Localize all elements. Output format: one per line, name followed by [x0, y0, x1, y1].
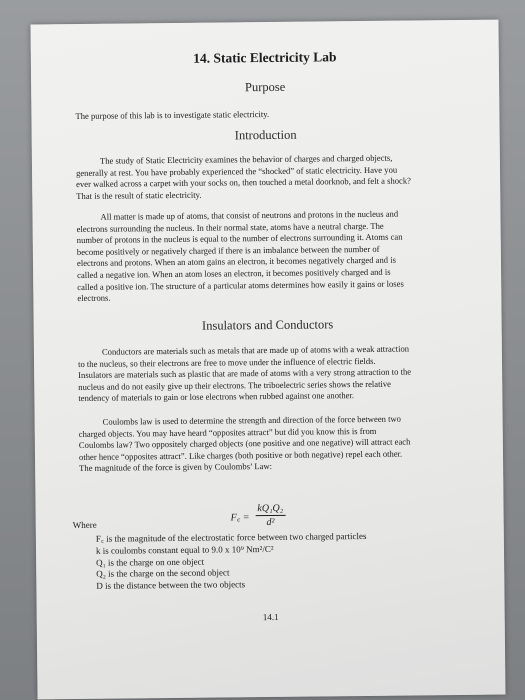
text-line: generally at rest. You have probably experienced the “shocked” of static electricity. Have you [75, 164, 398, 178]
purpose-paragraph [75, 107, 461, 123]
formula-lhs: F꜀ = [230, 511, 250, 523]
text-line: other hence “opposites attract”. Like charges (both positive or both negative) repel each other. [78, 448, 403, 462]
intro-paragraph-2 [76, 208, 463, 305]
page-title: 14. Static Electricity Lab [193, 49, 337, 66]
text-line: electrons surrounding the nucleus. In their normal state, atoms have a neutral charge. The [76, 220, 384, 234]
text-line: called a positive ion. The structure of a particular atoms determines how easily it gains or loses [77, 278, 404, 292]
intro-paragraph-1 [76, 152, 462, 202]
text-line: electrons. [77, 292, 111, 304]
definition-item: Q₂ is the charge on the second object [96, 567, 230, 580]
formula-numerator: kQ₁Q₂ [255, 503, 285, 516]
document-page [30, 20, 505, 700]
formula-denominator: d² [266, 516, 275, 529]
definition-item: Q₁ is the charge on one object [96, 556, 205, 568]
text-line: Insulators are materials such as plastic that are made of atoms with a very strong attraction to the [78, 366, 412, 381]
text-line: ever walked across a carpet with your socks on, then touched a metal doorknob, and felt a shock? [76, 175, 412, 190]
text-line: The study of Static Electricity examines the behavior of charges and charged objects, [99, 152, 393, 166]
insulators-paragraph-2 [79, 413, 466, 475]
heading-introduction: Introduction [234, 127, 297, 143]
text-line: All matter is made up of atoms, that consist of neutrons and protons in the nucleus and [100, 208, 399, 222]
text-line: electrons and protons. When an atom gains an electron, it becomes negatively charged and is [76, 255, 397, 269]
heading-insulators-conductors: Insulators and Conductors [201, 317, 334, 333]
coulombs-law-formula [231, 503, 286, 529]
text-line: tendency of materials to gain or lose electrons when rubbed against one another. [78, 390, 355, 404]
text-line: number of protons in the nucleus is equal to the number of electrons surrounding it. Atoms can [76, 231, 403, 246]
text-line: charged objects. You may have heard “opposites attract” but did you know this is from [78, 425, 377, 439]
text-line: become positively or negatively charged if there is an imbalance between the number of [76, 243, 380, 257]
text-line: Coulombs law is used to determine the strength and direction of the force between two [102, 413, 402, 427]
text-line: to the nucleus, so their electrons are free to move under the influence of electric fields. [77, 355, 376, 369]
definition-item: F꜀ is the magnitude of the electrostatic force between two charged particles [95, 530, 367, 544]
where-label: Where [72, 519, 97, 531]
variable-definitions [96, 530, 477, 593]
text-line: nucleus and do not easily give up their electrons. The triboelectric series shows the relative [78, 378, 392, 392]
insulators-paragraph-1 [78, 343, 465, 405]
text-line: That is the result of static electricity. [76, 189, 202, 201]
text-line: Conductors are materials such as metals that are made up of atoms with a weak attraction [101, 343, 410, 357]
formula-fraction [255, 503, 285, 528]
text-line: The purpose of this lab is to investigate static electricity. [75, 108, 270, 122]
text-line: called a negative ion. When an atom loses an electron, it becomes positively charged and is [77, 266, 391, 280]
definition-item: D is the distance between the two objects [96, 579, 246, 591]
heading-purpose: Purpose [244, 79, 286, 95]
page-number: 14.1 [262, 611, 279, 623]
definition-item: k is coulombs constant equal to 9.0 x 10⁹ Nm²/C² [95, 543, 274, 556]
text-line: Coulombs law? Two oppositely charged objects (one positive and one negative) will attract each [78, 436, 411, 451]
text-line: The magnitude of the force is given by Coulombs’ Law: [79, 461, 273, 474]
